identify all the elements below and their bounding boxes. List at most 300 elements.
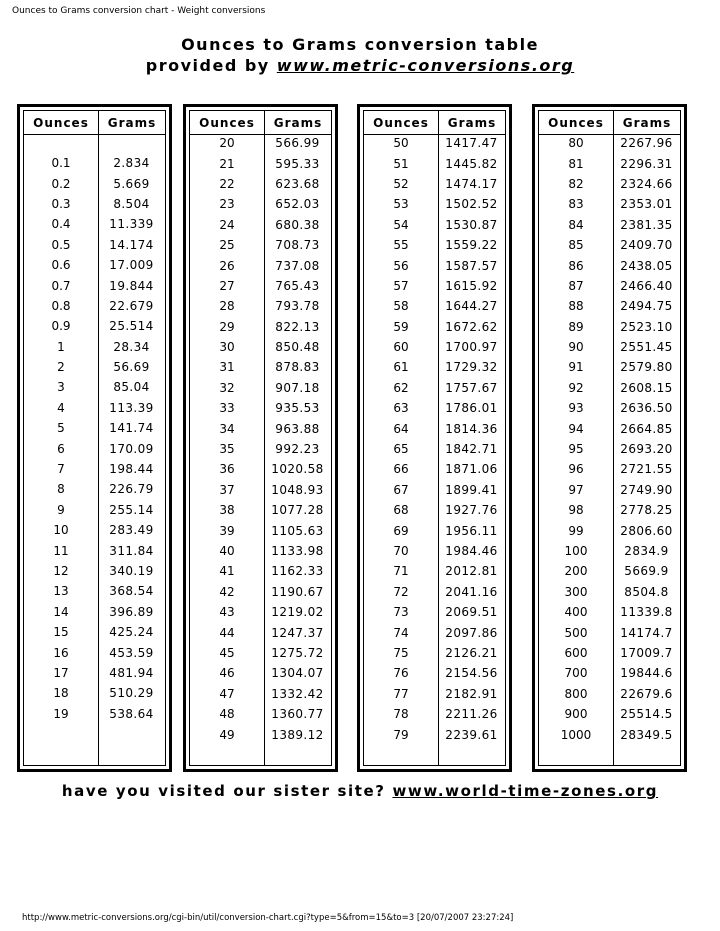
world-time-zones-link[interactable]: www.world-time-zones.org — [392, 782, 659, 800]
grams-cell: 1105.63 — [271, 523, 324, 538]
ounces-cell: 74 — [393, 625, 409, 640]
ounces-cell: 300 — [564, 584, 588, 599]
title-provided-text: provided by — [145, 56, 277, 75]
table-row — [364, 541, 505, 561]
grams-cell: 1133.98 — [271, 544, 324, 558]
ounces-cell: 45 — [219, 645, 235, 660]
table-row — [24, 194, 165, 214]
ounces-cell: 85 — [568, 238, 584, 253]
grams-cell: 1587.57 — [445, 258, 498, 273]
ounces-cell: 700 — [564, 666, 588, 681]
ounces-cell: 71 — [393, 564, 409, 579]
ounces-cell: 22 — [219, 176, 235, 191]
ounces-cell: 900 — [564, 707, 588, 722]
grams-cell: 14174.7 — [620, 625, 673, 640]
table-row — [539, 602, 680, 622]
table-row — [364, 255, 505, 275]
metric-conversions-link[interactable]: www.metric-conversions.org — [276, 56, 575, 75]
ounces-cell: 52 — [393, 176, 409, 191]
ounces-cell: 64 — [393, 421, 409, 436]
ounces-cell: 68 — [393, 503, 409, 518]
table-row — [24, 275, 165, 295]
grams-cell: 113.39 — [109, 400, 154, 415]
grams-cell: 2324.66 — [620, 176, 673, 191]
grams-cell: 170.09 — [109, 441, 154, 456]
grams-cell: 14.174 — [109, 237, 154, 252]
grams-cell: 2353.01 — [620, 197, 673, 212]
table-row — [539, 153, 680, 173]
table-row — [190, 439, 331, 459]
panel-rows — [364, 133, 505, 745]
table-row — [190, 235, 331, 255]
table-row — [24, 500, 165, 520]
table-row — [539, 133, 680, 153]
ounces-cell: 2 — [57, 360, 65, 375]
ounces-cell: 80 — [568, 136, 584, 151]
grams-cell: 1048.93 — [271, 482, 324, 497]
table-row — [539, 194, 680, 214]
ounces-cell: 0.2 — [51, 176, 71, 191]
ounces-cell: 18 — [53, 686, 69, 701]
table-row — [24, 418, 165, 438]
header-ounces: Ounces — [190, 111, 265, 134]
grams-cell: 1332.42 — [271, 686, 324, 701]
panel-header — [24, 111, 165, 135]
ounces-cell: 0.8 — [51, 298, 71, 313]
grams-cell: 1275.72 — [271, 645, 324, 660]
ounces-cell: 29 — [219, 319, 235, 334]
grams-cell: 1020.58 — [271, 462, 324, 477]
table-row — [539, 582, 680, 602]
ounces-cell: 19 — [53, 706, 69, 721]
grams-cell: 2693.20 — [620, 442, 673, 457]
grams-cell: 2664.85 — [620, 421, 673, 436]
ounces-cell: 1 — [57, 339, 65, 354]
ounces-cell: 800 — [564, 686, 588, 701]
table-row — [190, 480, 331, 500]
table-row — [190, 194, 331, 214]
grams-cell: 2466.40 — [620, 278, 673, 293]
table-row — [539, 541, 680, 561]
table-row — [24, 337, 165, 357]
ounces-cell: 9 — [57, 502, 65, 517]
table-row — [24, 296, 165, 316]
table-row — [539, 296, 680, 316]
ounces-cell: 75 — [393, 645, 409, 660]
grams-cell: 566.99 — [275, 136, 320, 151]
grams-cell: 28.34 — [113, 339, 150, 354]
ounces-cell: 3 — [57, 380, 65, 395]
table-row — [364, 317, 505, 337]
table-row — [24, 438, 165, 458]
table-row — [190, 153, 331, 173]
ounces-cell: 21 — [219, 156, 235, 171]
table-row — [539, 337, 680, 357]
ounces-cell: 37 — [219, 482, 235, 497]
grams-cell: 2551.45 — [620, 340, 673, 355]
ounces-cell: 41 — [219, 564, 235, 579]
table-row — [539, 357, 680, 377]
grams-cell: 1162.33 — [271, 564, 324, 579]
table-row — [190, 684, 331, 704]
grams-cell: 1700.97 — [445, 340, 498, 355]
ounces-cell: 53 — [393, 197, 409, 212]
ounces-cell: 90 — [568, 340, 584, 355]
grams-cell: 28349.5 — [620, 727, 673, 742]
table-row — [190, 378, 331, 398]
grams-cell: 850.48 — [275, 340, 320, 355]
ounces-cell: 42 — [219, 584, 235, 599]
ounces-cell: 33 — [219, 401, 235, 416]
table-row — [539, 215, 680, 235]
grams-cell: 8504.8 — [624, 584, 669, 599]
ounces-cell: 77 — [393, 686, 409, 701]
table-row — [364, 561, 505, 581]
table-row — [539, 480, 680, 500]
grams-cell: 19.844 — [109, 278, 154, 293]
table-row — [190, 215, 331, 235]
table-row — [539, 704, 680, 724]
grams-cell: 11339.8 — [620, 605, 673, 620]
grams-cell: 822.13 — [275, 319, 320, 334]
grams-cell: 2494.75 — [620, 299, 673, 314]
panel-rows — [190, 133, 331, 745]
conversion-panel-4 — [532, 104, 687, 772]
grams-cell: 1219.02 — [271, 605, 324, 620]
grams-cell: 1786.01 — [445, 401, 498, 416]
table-row — [24, 683, 165, 703]
table-row — [364, 174, 505, 194]
grams-cell: 765.43 — [275, 278, 320, 293]
table-row — [24, 622, 165, 642]
panel-inner-border — [363, 110, 506, 766]
ounces-cell: 81 — [568, 156, 584, 171]
grams-cell: 255.14 — [109, 502, 154, 517]
grams-cell: 1615.92 — [445, 278, 498, 293]
grams-cell: 1899.41 — [445, 482, 498, 497]
grams-cell: 2069.51 — [445, 605, 498, 620]
table-row — [539, 276, 680, 296]
table-row — [190, 541, 331, 561]
grams-cell: 1757.67 — [445, 380, 498, 395]
grams-cell: 1927.76 — [445, 503, 498, 518]
grams-cell: 2296.31 — [620, 156, 673, 171]
grams-cell: 19844.6 — [620, 666, 673, 681]
table-row — [364, 582, 505, 602]
ounces-cell: 27 — [219, 278, 235, 293]
table-row — [364, 235, 505, 255]
grams-cell: 22679.6 — [620, 686, 673, 701]
table-row — [539, 255, 680, 275]
header-grams: Grams — [622, 115, 672, 130]
header-ounces: Ounces — [364, 111, 439, 134]
table-row — [539, 643, 680, 663]
panel-header — [364, 111, 505, 135]
ounces-cell: 96 — [568, 462, 584, 477]
ounces-cell: 40 — [219, 544, 235, 558]
ounces-cell: 0.6 — [51, 258, 71, 273]
grams-cell: 2041.16 — [445, 584, 498, 599]
ounces-cell: 17 — [53, 665, 69, 680]
table-row — [190, 561, 331, 581]
grams-cell: 17.009 — [109, 258, 154, 273]
grams-cell: 793.78 — [275, 299, 320, 314]
panel-header — [190, 111, 331, 135]
table-row — [24, 479, 165, 499]
ounces-cell: 31 — [219, 360, 235, 375]
ounces-cell: 91 — [568, 360, 584, 375]
ounces-cell: 25 — [219, 238, 235, 253]
table-row — [190, 357, 331, 377]
ounces-cell: 99 — [568, 523, 584, 538]
grams-cell: 2267.96 — [620, 136, 673, 151]
table-row — [364, 133, 505, 153]
grams-cell: 2579.80 — [620, 360, 673, 375]
table-row — [24, 581, 165, 601]
ounces-cell: 16 — [53, 645, 69, 660]
grams-cell: 1956.11 — [445, 523, 498, 538]
grams-cell: 1559.22 — [445, 238, 498, 253]
ounces-cell: 5 — [57, 421, 65, 436]
grams-cell: 2211.26 — [445, 707, 498, 722]
grams-cell: 1729.32 — [445, 360, 498, 375]
table-row — [364, 459, 505, 479]
ounces-cell: 95 — [568, 442, 584, 457]
grams-cell: 1445.82 — [445, 156, 498, 171]
table-row — [190, 663, 331, 683]
ounces-cell: 20 — [219, 136, 235, 151]
table-row — [190, 174, 331, 194]
ounces-cell: 76 — [393, 666, 409, 681]
table-row — [539, 235, 680, 255]
browser-page-footer: http://www.metric-conversions.org/cgi-bin/util/conversion-chart.cgi?type=5&from=15&to=3 [20/07/2007 23:27:24] — [22, 913, 514, 923]
grams-cell: 226.79 — [109, 482, 154, 497]
conversion-panel-1 — [17, 104, 172, 772]
table-row — [364, 194, 505, 214]
ounces-cell: 87 — [568, 278, 584, 293]
ounces-cell: 54 — [393, 217, 409, 232]
ounces-cell: 63 — [393, 401, 409, 416]
ounces-cell: 50 — [393, 136, 409, 151]
ounces-cell: 0.1 — [51, 156, 71, 171]
ounces-cell: 67 — [393, 482, 409, 497]
grams-cell: 2154.56 — [445, 666, 498, 681]
table-row — [190, 643, 331, 663]
grams-cell: 2126.21 — [445, 645, 498, 660]
table-row — [190, 398, 331, 418]
grams-cell: 935.53 — [275, 401, 320, 416]
grams-cell: 453.59 — [109, 645, 154, 660]
grams-cell: 85.04 — [113, 380, 150, 395]
ounces-cell: 1000 — [560, 727, 592, 742]
grams-cell: 311.84 — [109, 543, 154, 558]
ounces-cell: 78 — [393, 707, 409, 722]
ounces-cell: 4 — [57, 400, 65, 415]
header-ounces: Ounces — [539, 111, 614, 134]
table-row — [364, 480, 505, 500]
table-row — [364, 622, 505, 642]
table-row — [539, 398, 680, 418]
ounces-cell: 51 — [393, 156, 409, 171]
grams-cell: 623.68 — [275, 176, 320, 191]
panel-rows — [24, 153, 165, 724]
grams-cell: 2721.55 — [620, 462, 673, 477]
table-row — [539, 561, 680, 581]
table-row — [364, 296, 505, 316]
grams-cell: 141.74 — [109, 421, 154, 436]
grams-cell: 2182.91 — [445, 686, 498, 701]
ounces-cell: 82 — [568, 176, 584, 191]
ounces-cell: 94 — [568, 421, 584, 436]
grams-cell: 2.834 — [113, 156, 150, 171]
grams-cell: 1247.37 — [271, 625, 324, 640]
panel-rows — [539, 133, 680, 745]
grams-cell: 8.504 — [113, 196, 150, 211]
panel-inner-border — [189, 110, 332, 766]
grams-cell: 538.64 — [109, 706, 154, 721]
ounces-cell: 100 — [564, 544, 588, 558]
ounces-cell: 28 — [219, 299, 235, 314]
table-row — [364, 398, 505, 418]
table-row — [539, 724, 680, 744]
header-grams: Grams — [107, 115, 157, 130]
table-row — [190, 337, 331, 357]
table-row — [24, 602, 165, 622]
table-row — [24, 357, 165, 377]
sister-site-text: have you visited our sister site? — [61, 782, 393, 800]
table-row — [539, 378, 680, 398]
ounces-cell: 11 — [53, 543, 69, 558]
table-row — [190, 317, 331, 337]
table-row — [364, 724, 505, 744]
ounces-cell: 400 — [564, 605, 588, 620]
grams-cell: 283.49 — [109, 523, 154, 538]
ounces-cell: 26 — [219, 258, 235, 273]
panel-inner-border — [538, 110, 681, 766]
table-row — [364, 602, 505, 622]
ounces-cell: 38 — [219, 503, 235, 518]
table-row — [364, 439, 505, 459]
ounces-cell: 88 — [568, 299, 584, 314]
ounces-cell: 23 — [219, 197, 235, 212]
ounces-cell: 84 — [568, 217, 584, 232]
ounces-cell: 500 — [564, 625, 588, 640]
table-row — [24, 663, 165, 683]
ounces-cell: 14 — [53, 604, 69, 619]
table-row — [539, 317, 680, 337]
table-row — [539, 439, 680, 459]
title-line-2 — [0, 55, 720, 76]
header-ounces: Ounces — [24, 111, 99, 134]
table-row — [539, 520, 680, 540]
table-row — [24, 377, 165, 397]
grams-cell: 198.44 — [109, 462, 154, 477]
table-row — [190, 459, 331, 479]
table-row — [364, 215, 505, 235]
grams-cell: 11.339 — [109, 217, 154, 232]
table-row — [364, 643, 505, 663]
ounces-cell: 86 — [568, 258, 584, 273]
grams-cell: 56.69 — [113, 360, 150, 375]
ounces-cell: 12 — [53, 564, 69, 578]
grams-cell: 878.83 — [275, 360, 320, 375]
grams-cell: 2097.86 — [445, 625, 498, 640]
ounces-cell: 200 — [564, 564, 588, 579]
table-row — [24, 235, 165, 255]
ounces-cell: 72 — [393, 584, 409, 599]
ounces-cell: 69 — [393, 523, 409, 538]
ounces-cell: 6 — [57, 441, 65, 456]
conversion-panel-3 — [357, 104, 512, 772]
grams-cell: 481.94 — [109, 665, 154, 680]
ounces-cell: 83 — [568, 197, 584, 212]
grams-cell: 2806.60 — [620, 523, 673, 538]
table-row — [24, 540, 165, 560]
table-row — [364, 663, 505, 683]
table-row — [24, 255, 165, 275]
grams-cell: 1360.77 — [271, 707, 324, 722]
table-row — [539, 663, 680, 683]
ounces-cell: 0.5 — [51, 237, 71, 252]
table-row — [24, 214, 165, 234]
sister-site-line — [0, 782, 720, 800]
table-row — [539, 174, 680, 194]
grams-cell: 2438.05 — [620, 258, 673, 273]
table-row — [190, 133, 331, 153]
table-row — [190, 255, 331, 275]
table-row — [24, 642, 165, 662]
ounces-cell: 98 — [568, 503, 584, 518]
grams-cell: 1389.12 — [271, 727, 324, 742]
ounces-cell: 8 — [57, 482, 65, 497]
grams-cell: 25514.5 — [620, 707, 673, 722]
table-row — [24, 704, 165, 724]
ounces-cell: 0.3 — [51, 196, 71, 211]
ounces-cell: 34 — [219, 421, 235, 436]
ounces-cell: 10 — [53, 523, 69, 538]
grams-cell: 425.24 — [109, 625, 154, 640]
ounces-cell: 24 — [219, 217, 235, 232]
grams-cell: 2608.15 — [620, 380, 673, 395]
grams-cell: 22.679 — [109, 298, 154, 313]
grams-cell: 1077.28 — [271, 503, 324, 518]
grams-cell: 1304.07 — [271, 666, 324, 681]
table-row — [24, 459, 165, 479]
grams-cell: 595.33 — [275, 156, 320, 171]
table-row — [364, 378, 505, 398]
ounces-cell: 44 — [219, 625, 235, 640]
table-row — [24, 173, 165, 193]
table-row — [24, 153, 165, 173]
grams-cell: 396.89 — [109, 604, 154, 619]
ounces-cell: 70 — [393, 544, 409, 558]
table-row — [364, 276, 505, 296]
grams-cell: 5669.9 — [624, 564, 669, 579]
ounces-cell: 39 — [219, 523, 235, 538]
grams-cell: 510.29 — [109, 686, 154, 701]
table-row — [364, 704, 505, 724]
ounces-cell: 65 — [393, 442, 409, 457]
grams-cell: 1417.47 — [445, 136, 498, 151]
ounces-cell: 7 — [57, 462, 65, 477]
table-row — [364, 684, 505, 704]
table-row — [364, 500, 505, 520]
table-row — [539, 622, 680, 642]
grams-cell: 737.08 — [275, 258, 320, 273]
table-row — [539, 418, 680, 438]
browser-page-header: Ounces to Grams conversion chart - Weight conversions — [12, 6, 266, 16]
grams-cell: 1502.52 — [445, 197, 498, 212]
